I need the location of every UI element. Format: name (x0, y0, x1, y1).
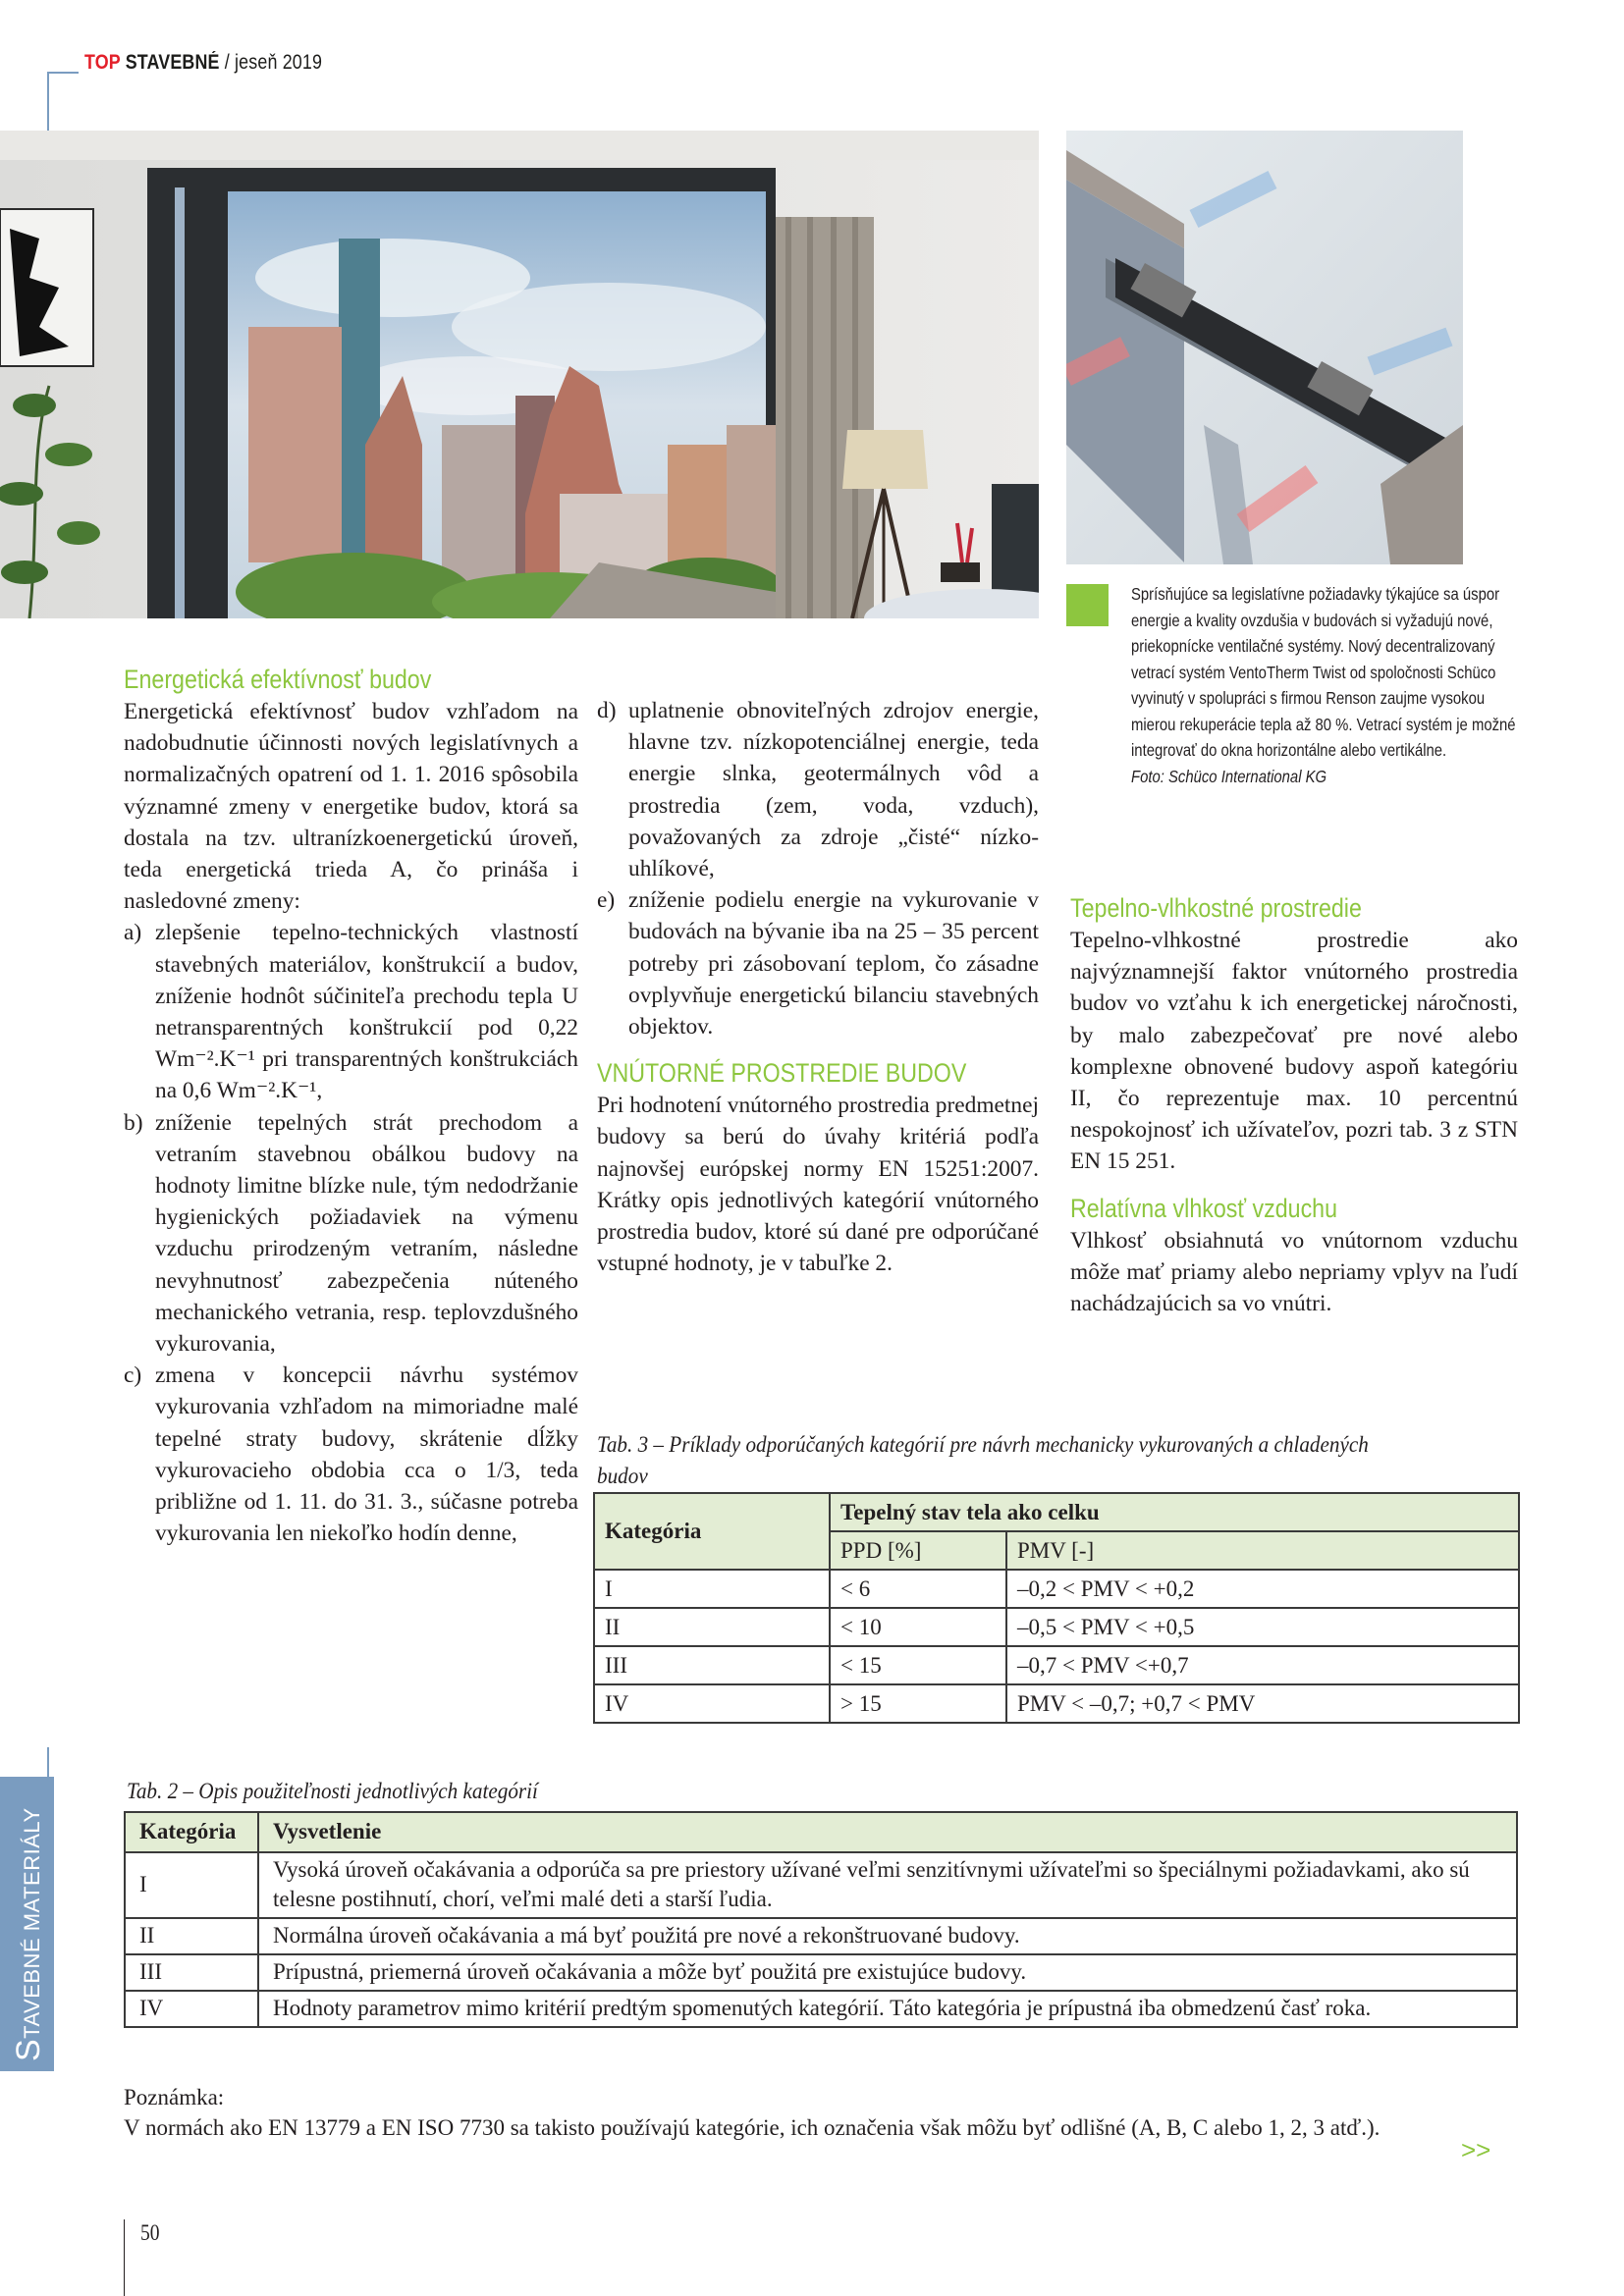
cell-category: I (125, 1852, 258, 1918)
table-2-header-category: Kategória (125, 1812, 258, 1852)
paragraph-thermal-humidity: Tepelno-vlhkostné prostredie ako najvýznamnejší faktor vnútorného prostredia budov vo vzťahu k ich energetickej náročnosti, by malo zabezpečovať pre nové alebo komplexne obnovené budovy aspoň kategóriu II, čo reprezentuje max. 10 percentnú nespokojnosť ich užívateľov, pozri tab. 3 z STN EN 15 251. (1070, 928, 1518, 1175)
cell-explanation: Vysoká úroveň očakávania a odporúča sa pre priestory užívané veľmi senzitívnymi užívateľmi so špeciálnymi požiadavkami, ako sú telesne postihnutí, chorí, veľmi malé deti a starší ľudia. (258, 1852, 1517, 1918)
cell-ppd: < 15 (830, 1646, 1006, 1684)
cell-ppd: < 6 (830, 1570, 1006, 1608)
brand-top: TOP (84, 51, 121, 74)
column-1 (124, 663, 578, 1549)
list-item-b (124, 1107, 578, 1361)
table-note (124, 2082, 1518, 2143)
list-item-c (124, 1360, 578, 1549)
table-2-header-explanation: Vysvetlenie (258, 1812, 1517, 1852)
column-3 (1070, 891, 1518, 1319)
brand-name: STAVEBNÉ (125, 51, 220, 74)
list-text: zníženie podielu energie na vykurovanie v budovách na bývanie iba na 25 – 35 percent potreby pri zásobovaní teplom, čo zásadne ovplyvňuje energetickú bilanciu stavebných objektov. (628, 887, 1039, 1041)
list-item-d (597, 695, 1039, 884)
table-3 (593, 1492, 1520, 1724)
paragraph-indoor-environment: Pri hodnotení vnútorného prostredia predmetnej budovy sa berú do úvahy kritériá podľa najnovšej európskej normy EN 15251:2007. Krátky opis jednotlivých kategórií vnútorného prostredia budov, ktoré sú dané pre odporúčané vstupné hodnoty, je v tabuľke 2. (597, 1093, 1039, 1277)
list-text: zlepšenie tepelno-technických vlastností stavebných materiálov, konštrukcií a budov, zníženie hodnôt súčiniteľa prechodu tepla U netransparentných konštrukcií pod 0,22 Wm⁻².K⁻¹ pri transparentných konštrukciách na 0,6 Wm⁻².K⁻¹, (155, 920, 578, 1104)
list-item-a (124, 917, 578, 1106)
cell-ppd: > 15 (830, 1684, 1006, 1723)
section-heading-indoor-environment: VNÚTORNÉ PROSTREDIE BUDOV (597, 1058, 967, 1089)
table-2-caption: Tab. 2 – Opis použiteľnosti jednotlivých kategórií (127, 1779, 538, 1803)
list-item-e (597, 884, 1039, 1042)
cell-pmv: –0,2 < PMV < +0,2 (1006, 1570, 1519, 1608)
page-number-rule (124, 2219, 125, 2296)
table-row (125, 1852, 1517, 1918)
list-label: c) (124, 1362, 142, 1389)
table-3-header-pmv: PMV [-] (1006, 1531, 1519, 1570)
running-header (84, 51, 322, 75)
continue-arrow-icon: >> (1461, 2135, 1491, 2164)
cell-category: III (125, 1954, 258, 1991)
table-row (594, 1570, 1519, 1608)
table-2 (124, 1811, 1518, 2028)
caption-text: Sprísňujúce sa legislatívne požiadavky týkajúce sa úspor energie a kvality ovzdušia v budovách si vyžadujú nové, priekopnícke ventilačné systémy. Nový decentralizovaný vetrací systém VentoTherm Twist od spoločnosti Schüco vyvinutý v spolupráci s firmou Renson zaujme vysokou mierou rekuperácie tepla až 80 %. Vetrací systém je možné integrovať do okna horizontálne alebo vertikálne. (1131, 584, 1516, 760)
section-heading-energy-efficiency: Energetická efektívnosť budov (124, 665, 432, 694)
table-3-header-category: Kategória (594, 1493, 830, 1570)
issue-label: jeseň 2019 (235, 51, 323, 74)
table-row (594, 1684, 1519, 1723)
table-row (594, 1646, 1519, 1684)
table-row (594, 1608, 1519, 1646)
cell-category: II (594, 1608, 830, 1646)
header-rule (47, 72, 79, 74)
table-3-header-group: Tepelný stav tela ako celku (830, 1493, 1519, 1531)
section-heading-thermal-humidity: Tepelno-vlhkostné prostredie (1070, 893, 1362, 923)
paragraph-relative-humidity: Vlhkosť obsiahnutá vo vnútornom vzduchu môže mať priamy alebo nepriamy vplyv na ľudí nachádzajúcich sa vo vnútri. (1070, 1227, 1518, 1317)
column-2 (597, 695, 1039, 1279)
page-number: 50 (140, 2220, 160, 2245)
table-3-caption: Tab. 3 – Príklady odporúčaných kategórií pre návrh mechanicky vykurovaných a chladených budov (597, 1432, 1369, 1488)
cell-category: IV (125, 1991, 258, 2027)
note-label: Poznámka: (124, 2085, 225, 2109)
list-label: a) (124, 920, 142, 946)
caption-marker (1066, 584, 1109, 626)
cell-explanation: Hodnoty parametrov mimo kritérií predtým spomenutých kategórií. Táto kategória je prípustná iba obmedzenú časť roka. (258, 1991, 1517, 2027)
photo-caption (1131, 581, 1528, 789)
photo-credit: Foto: Schüco International KG (1131, 766, 1327, 786)
note-text: V normách ako EN 13779 a EN ISO 7730 sa takisto používajú kategórie, ich označenia však môžu byť odlišné (A, B, C alebo 1, 2, 3 atď.). (124, 2115, 1380, 2140)
header-rule-vertical (47, 72, 49, 133)
bedroom-skyline-photo (0, 131, 1039, 618)
cell-category: I (594, 1570, 830, 1608)
table-3-header-ppd: PPD [%] (830, 1531, 1006, 1570)
list-label: e) (597, 887, 616, 914)
cell-explanation: Prípustná, priemerná úroveň očakávania a môže byť použitá pre existujúce budovy. (258, 1954, 1517, 1991)
section-heading-relative-humidity: Relatívna vlhkosť vzduchu (1070, 1193, 1338, 1223)
header-separator: / (224, 51, 230, 74)
side-label-initial: S (10, 2038, 47, 2061)
cell-category: II (125, 1918, 258, 1954)
table-row (125, 1991, 1517, 2027)
bedroom-skyline-illustration (0, 131, 1039, 618)
list-label: d) (597, 698, 617, 723)
cell-explanation: Normálna úroveň očakávania a má byť použitá pre nové a rekonštruované budovy. (258, 1918, 1517, 1954)
cell-category: IV (594, 1684, 830, 1723)
table-row (125, 1918, 1517, 1954)
list-text: uplatnenie obnoviteľných zdrojov energie, hlavne tzv. nízkopotenciálnej energie, teda energie slnka, geotermálnych vôd a prostredia (zem, voda, vzduch), považovaných za zdroje „čisté“ nízko-uhlíkové, (628, 698, 1039, 882)
ventilation-unit-photo (1066, 131, 1463, 564)
list-label: b) (124, 1109, 143, 1136)
list-text: zmena v koncepcii návrhu systémov vykurovania vzhľadom na mimoriadne malé tepelné straty budovy, skrátenie dĺžky vykurovacieho obdobia cca o 1/3, teda približne od 1. 11. do 31. 3., súčasne potreba vykurovania len niekoľko hodín denne, (155, 1362, 578, 1547)
cell-pmv: –0,5 < PMV < +0,5 (1006, 1608, 1519, 1646)
cell-pmv: PMV < –0,7; +0,7 < PMV (1006, 1684, 1519, 1723)
table-row (125, 1954, 1517, 1991)
ventilation-unit-illustration (1066, 131, 1463, 564)
side-label-rest: TAVEBNÉ MATERIÁLY (20, 1807, 44, 2039)
list-text: zníženie tepelných strát prechodom a vetraním stavebnou obálkou budovy na hodnoty limitne blízke nule, tým nedodržanie hygienických požiadaviek na výmenu vzduchu prirodzeným vetraním, následne nevyhnutnosť zabezpečenia núteného mechanického vetrania, resp. teplovzdušného vykurovania, (155, 1109, 578, 1358)
cell-pmv: –0,7 < PMV <+0,7 (1006, 1646, 1519, 1684)
section-side-label (10, 1807, 48, 2061)
cell-ppd: < 10 (830, 1608, 1006, 1646)
paragraph-intro: Energetická efektívnosť budov vzhľadom na nadobudnutie účinnosti nových legislatívnych a normalizačných opatrení od 1. 1. 2016 spôsobila významné zmeny v energetike budov, ktorá sa dostala na tzv. ultranízkoenergetickú úroveň, teda energetická trieda A, čo prináša i nasledovné zmeny: (124, 699, 578, 915)
cell-category: III (594, 1646, 830, 1684)
